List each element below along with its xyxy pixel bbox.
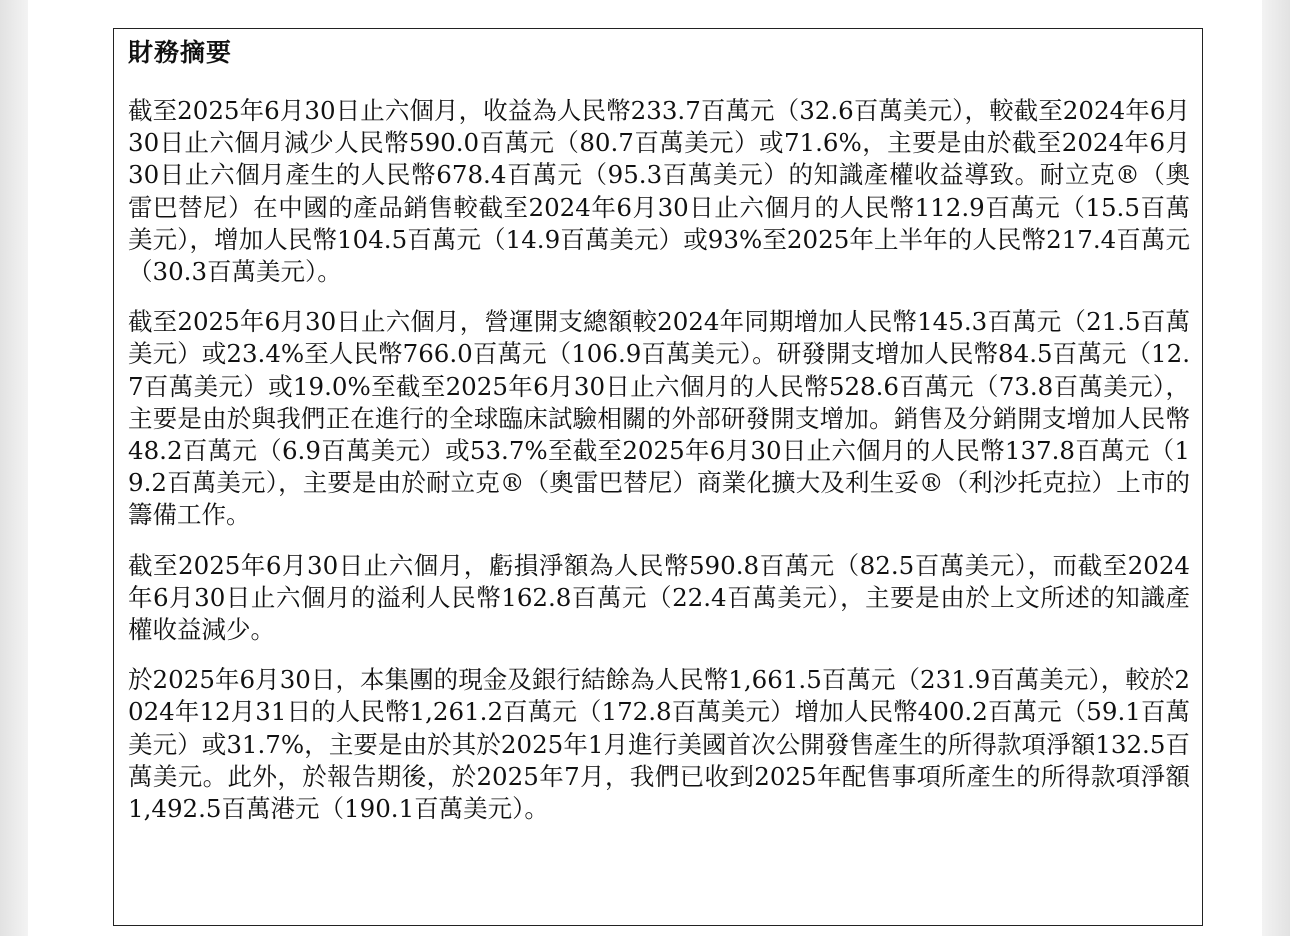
viewer-margin-left <box>0 0 28 936</box>
section-title: 財務摘要 <box>128 38 233 67</box>
paragraph-operating-expenses: 截至2025年6月30日止六個月，營運開支總額較2024年同期增加人民幣145.3百萬元（21.5百萬美元）或23.4%至人民幣766.0百萬元（106.9百萬美元）。研發開支增加人民幣84.5百萬元（12.7百萬美元）或19.0%至截至2025年6月30日止六個月的人民幣528.6百萬元（73.8百萬美元），主要是由於與我們正在進行的全球臨床試驗相關的外部研發開支增加。銷售及分銷開支增加人民幣48.2百萬元（6.9百萬美元）或53.7%至截至2025年6月30日止六個月的人民幣137.8百萬元（19.2百萬美元），主要是由於耐立克®（奧雷巴替尼）商業化擴大及利生妥®（利沙托克拉）上市的籌備工作。 <box>128 307 1190 530</box>
document-page <box>28 0 1262 936</box>
viewer-margin-right <box>1262 0 1290 936</box>
paragraph-revenue: 截至2025年6月30日止六個月，收益為人民幣233.7百萬元（32.6百萬美元），較截至2024年6月30日止六個月減少人民幣590.0百萬元（80.7百萬美元）或71.6%，主要是由於截至2024年6月30日止六個月產生的人民幣678.4百萬元（95.3百萬美元）的知識產權收益導致。耐立克®（奧雷巴替尼）在中國的產品銷售較截至2024年6月30日止六個月的人民幣112.9百萬元（15.5百萬美元），增加人民幣104.5百萬元（14.9百萬美元）或93%至2025年上半年的人民幣217.4百萬元（30.3百萬美元）。 <box>128 96 1190 287</box>
paragraph-cash-balance: 於2025年6月30日，本集團的現金及銀行結餘為人民幣1,661.5百萬元（231.9百萬美元），較於2024年12月31日的人民幣1,261.2百萬元（172.8百萬美元）增加人民幣400.2百萬元（59.1百萬美元）或31.7%，主要是由於其於2025年1月進行美國首次公開發售產生的所得款項淨額132.5百萬美元。此外，於報告期後，於2025年7月，我們已收到2025年配售事項所產生的所得款項淨額1,492.5百萬港元（190.1百萬美元）。 <box>128 665 1190 824</box>
paragraph-net-loss: 截至2025年6月30日止六個月，虧損淨額為人民幣590.8百萬元（82.5百萬美元），而截至2024年6月30日止六個月的溢利人民幣162.8百萬元（22.4百萬美元），主要是由於上文所述的知識產權收益減少。 <box>128 550 1190 645</box>
financial-summary-box <box>113 28 1203 926</box>
